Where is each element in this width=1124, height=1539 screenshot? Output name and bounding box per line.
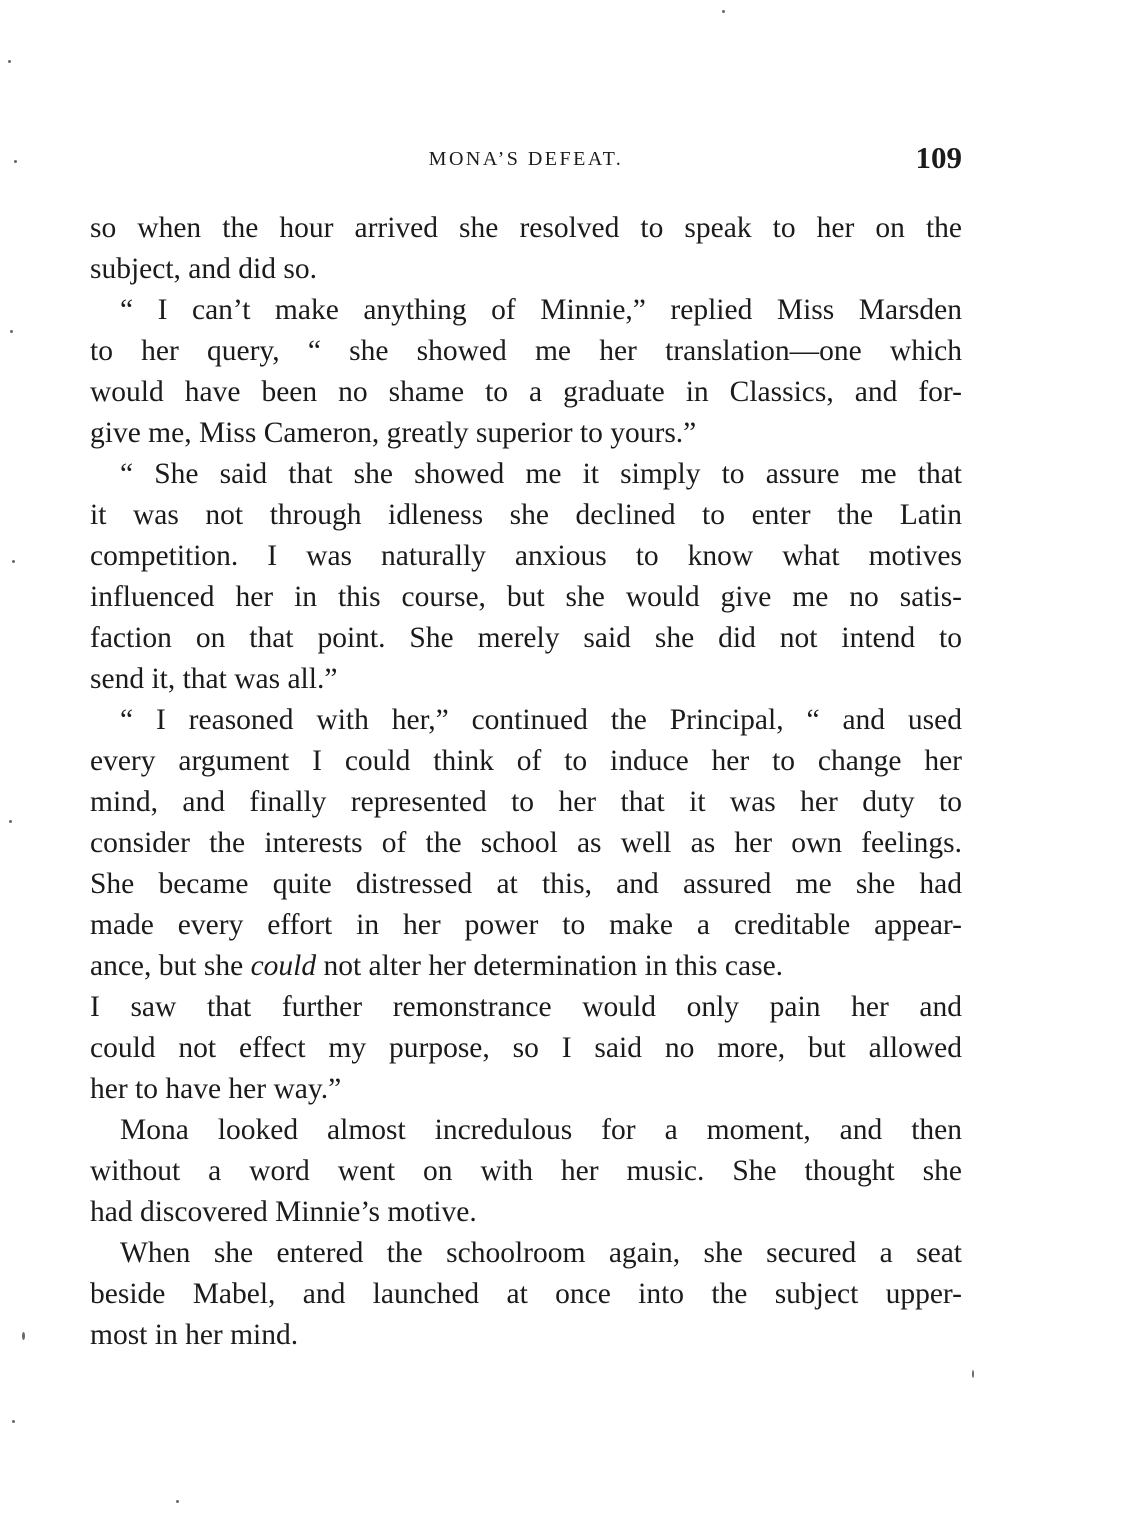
text-line: it was not through idleness she declined to enter the Latin [90, 499, 962, 531]
text-line-emphasis [90, 946, 962, 986]
page-number: 109 [915, 140, 962, 175]
text-line: would have been no shame to a graduate in Classics, and for- [90, 376, 962, 408]
running-title: MONA’S DEFEAT. [428, 148, 624, 170]
scan-speck [14, 160, 17, 163]
text-line: When she entered the schoolroom again, she secured a seat [120, 1237, 962, 1269]
text-line: She became quite distressed at this, and assured me she had [90, 868, 962, 900]
text-line: Mona looked almost incredulous for a moment, and then [120, 1114, 962, 1146]
text-line: competition. I was naturally anxious to know what motives [90, 540, 962, 572]
running-header [90, 140, 962, 184]
text-line: so when the hour arrived she resolved to speak to her on the [90, 212, 962, 244]
text-line: every argument I could think of to induce her to change her [90, 745, 962, 777]
text-line: mind, and finally represented to her that it was her duty to [90, 786, 962, 818]
text-line: “ She said that she showed me it simply to assure me that [120, 458, 962, 490]
text-line: could not effect my purpose, so I said no more, but allowed [90, 1032, 962, 1064]
scan-speck [12, 560, 15, 563]
scan-speck [12, 1420, 15, 1423]
text-line: had discovered Minnie’s motive. [90, 1196, 477, 1228]
text-line: “ I reasoned with her,” continued the Principal, “ and used [120, 704, 962, 736]
text-line: I saw that further remonstrance would only pain her and [90, 991, 962, 1023]
text-line: send it, that was all.” [90, 663, 338, 695]
text-line: give me, Miss Cameron, greatly superior to yours.” [90, 417, 697, 449]
text-segment: not alter her determination in this case. [316, 950, 784, 982]
scan-speck [10, 330, 13, 333]
text-line: subject, and did so. [90, 253, 317, 285]
text-line: beside Mabel, and launched at once into the subject upper- [90, 1278, 962, 1310]
scan-speck [722, 10, 725, 13]
scan-speck [176, 1500, 179, 1503]
text-line: without a word went on with her music. She thought she [90, 1155, 962, 1187]
text-line: made every effort in her power to make a creditable appear- [90, 909, 962, 941]
text-line: faction on that point. She merely said she did not intend to [90, 622, 962, 654]
scan-speck [972, 1370, 974, 1378]
scan-speck [9, 820, 12, 823]
text-segment: ance, but she [90, 950, 251, 982]
text-line: to her query, “ she showed me her translation—one which [90, 335, 962, 367]
text-line: influenced her in this course, but she would give me no satis- [90, 581, 962, 613]
scan-speck [22, 1332, 25, 1340]
text-line: most in her mind. [90, 1319, 299, 1351]
text-line: her to have her way.” [90, 1073, 342, 1105]
scan-speck [8, 60, 11, 63]
text-line: consider the interests of the school as well as her own feelings. [90, 827, 962, 859]
italic-word: could [250, 950, 317, 982]
text-line: “ I can’t make anything of Minnie,” replied Miss Marsden [120, 294, 962, 326]
